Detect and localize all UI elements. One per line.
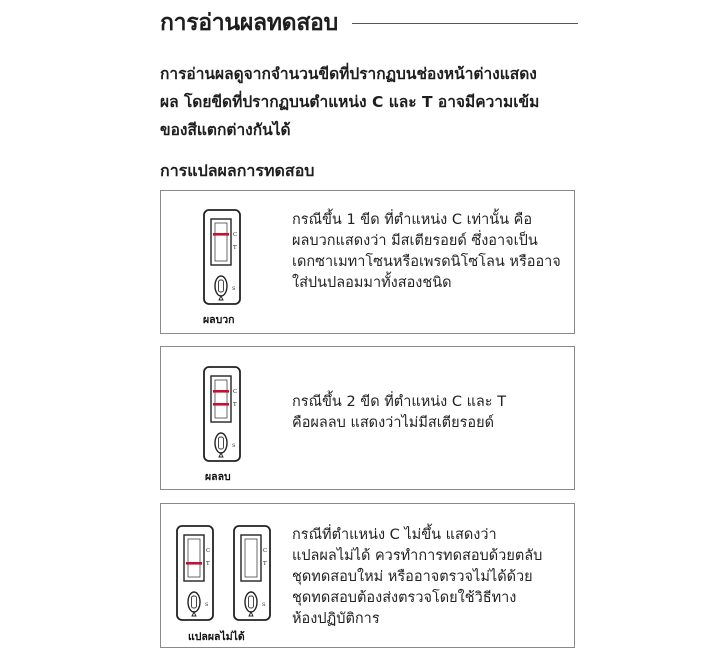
marker-t: T	[263, 561, 267, 567]
result-card-positive	[160, 190, 575, 334]
marker-s: S	[232, 443, 236, 449]
marker-c: C	[233, 389, 238, 395]
desc-line: ห้องปฏิบัติการ	[292, 611, 380, 627]
marker-c: C	[206, 548, 211, 554]
section-subheading: การแปลผลการทดสอบ	[160, 161, 315, 180]
intro-line: ของสีแตกต่างกันได้	[160, 121, 291, 139]
marker-s: S	[205, 602, 209, 608]
marker-t: T	[233, 245, 237, 251]
marker-c: C	[233, 232, 238, 238]
desc-line: ใส่ปนปลอมมาทั้งสองชนิด	[292, 275, 452, 291]
title-divider	[352, 23, 578, 24]
desc-line: กรณีขึ้น 2 ขีด ที่ตำแหน่ง C และ T	[292, 394, 507, 410]
desc-line: กรณีขึ้น 1 ขีด ที่ตำแหน่ง C เท่านั้น คือ	[292, 212, 533, 228]
desc-line: แปลผลไม่ได้ ควรทำการทดสอบด้วยตลับ	[292, 548, 543, 564]
result-card-invalid	[160, 503, 575, 648]
desc-line: ชุดทดสอบใหม่ หรืออาจตรวจไม่ได้ด้วย	[292, 569, 533, 585]
marker-s: S	[232, 286, 236, 292]
intro-paragraph	[160, 60, 580, 144]
test-cassette-positive-icon	[203, 209, 241, 305]
test-cassette-invalid-none-icon	[233, 525, 271, 621]
result-description	[292, 392, 572, 434]
desc-line: กรณีที่ตำแหน่ง C ไม่ขึ้น แสดงว่า	[292, 527, 497, 543]
test-cassette-invalid-t-only-icon	[176, 525, 214, 621]
control-line-icon	[213, 390, 229, 393]
desc-line: ชุดทดสอบต้องส่งตรวจโดยใช้วิธีทาง	[292, 590, 517, 606]
intro-line: ผล โดยขีดที่ปรากฏบนตำแหน่ง C และ T อาจมีความเข้ม	[160, 93, 540, 111]
marker-t: T	[206, 561, 210, 567]
control-line-icon	[213, 233, 229, 236]
intro-line: การอ่านผลดูจากจำนวนขีดที่ปรากฏบนช่องหน้าต่างแสดง	[160, 65, 537, 83]
test-line-icon	[213, 403, 229, 406]
page-title: การอ่านผลทดสอบ	[160, 10, 338, 36]
test-line-icon	[186, 562, 202, 565]
marker-c: C	[263, 548, 268, 554]
desc-line: เดกซาเมทาโซนหรือเพรดนิโซโลน หรืออาจ	[292, 254, 561, 270]
test-cassette-negative-icon	[203, 366, 241, 462]
result-description	[292, 210, 572, 294]
result-caption: ผลลบ	[205, 471, 231, 483]
result-description	[292, 525, 572, 630]
result-caption: ผลบวก	[203, 314, 235, 326]
result-card-negative	[160, 346, 575, 490]
marker-t: T	[233, 402, 237, 408]
marker-s: S	[262, 602, 266, 608]
title-row	[160, 8, 578, 38]
result-caption: แปลผลไม่ได้	[188, 631, 245, 643]
desc-line: คือผลลบ แสดงว่าไม่มีสเตียรอยด์	[292, 415, 495, 431]
desc-line: ผลบวกแสดงว่า มีสเตียรอยด์ ซึ่งอาจเป็น	[292, 233, 538, 249]
